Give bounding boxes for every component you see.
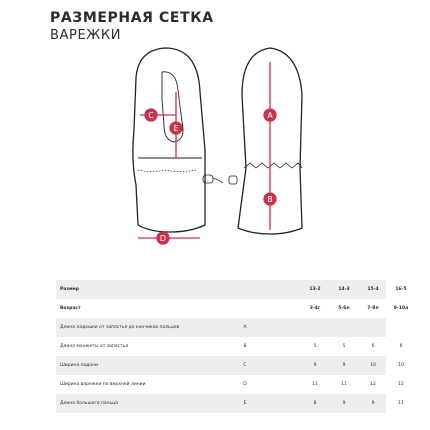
- table-row: [56, 356, 404, 375]
- right-mitten: [229, 48, 302, 234]
- row-measure: A: [243, 325, 247, 330]
- table-row: [56, 299, 409, 318]
- row-measure: C: [243, 363, 247, 368]
- label-c: C: [148, 111, 154, 120]
- cell-value: 9: [371, 401, 375, 406]
- table-row: [56, 280, 407, 299]
- label-b: B: [267, 195, 273, 204]
- table-row: [56, 337, 403, 356]
- cell-value: 13-2: [309, 287, 321, 292]
- cord-left: [213, 178, 223, 183]
- cell-value: 5: [342, 344, 346, 349]
- elastic-left: [138, 170, 196, 172]
- cell-value: 6: [371, 344, 375, 349]
- cell-value: 10: [398, 363, 404, 368]
- cell-value: 16-5: [395, 287, 407, 292]
- cell-value: 7-8л: [367, 306, 379, 311]
- cell-value: 11: [312, 382, 318, 387]
- right-measurements: [264, 62, 276, 230]
- cell-value: 11: [398, 401, 404, 406]
- cell-value: 12: [398, 382, 404, 387]
- page-subtitle: ВАРЕЖКИ: [50, 28, 122, 43]
- left-mitten: [133, 48, 223, 232]
- cuff-zigzag: [244, 163, 302, 168]
- cell-value: 14-3: [338, 287, 350, 292]
- toggle-right: [229, 176, 237, 184]
- label-d: D: [159, 234, 167, 243]
- table-row: [56, 394, 404, 413]
- label-a: A: [267, 111, 273, 120]
- cell-value: 9-10л: [393, 306, 409, 311]
- cell-value: 10: [370, 363, 376, 368]
- cell-value: 9: [342, 363, 346, 368]
- cell-value: 5-6л: [338, 306, 350, 311]
- row-measure: D: [243, 382, 247, 387]
- label-e: E: [173, 124, 179, 133]
- row-measure: E: [243, 401, 247, 406]
- cell-value: 5: [313, 344, 317, 349]
- table-row: [56, 375, 404, 394]
- cell-value: 11: [341, 382, 347, 387]
- cell-value: 9: [342, 401, 346, 406]
- cell-value: 3-4г: [309, 306, 321, 311]
- size-table: [56, 280, 409, 413]
- cell-value: 8: [313, 401, 317, 406]
- cell-value: 6: [399, 344, 403, 349]
- table-row: [56, 318, 386, 337]
- cell-value: 9: [313, 363, 317, 368]
- page-title: РАЗМЕРНАЯ СЕТКА: [50, 10, 214, 26]
- row-label: Длина манжеты от запястья: [60, 344, 129, 349]
- row-label: Ширина ладони: [60, 363, 99, 368]
- row-label: Возраст: [60, 306, 81, 311]
- row-label: Размер: [60, 287, 79, 292]
- row-label: Длина большого пальца: [60, 401, 118, 406]
- cell-value: 15-4: [367, 287, 379, 292]
- row-measure: B: [243, 344, 247, 349]
- row-label: Ширина варежки по верхней линии: [60, 382, 146, 387]
- cell-value: 12: [370, 382, 376, 387]
- row-label: Длина ладошки от запястья до кончиков пальцев: [60, 325, 180, 330]
